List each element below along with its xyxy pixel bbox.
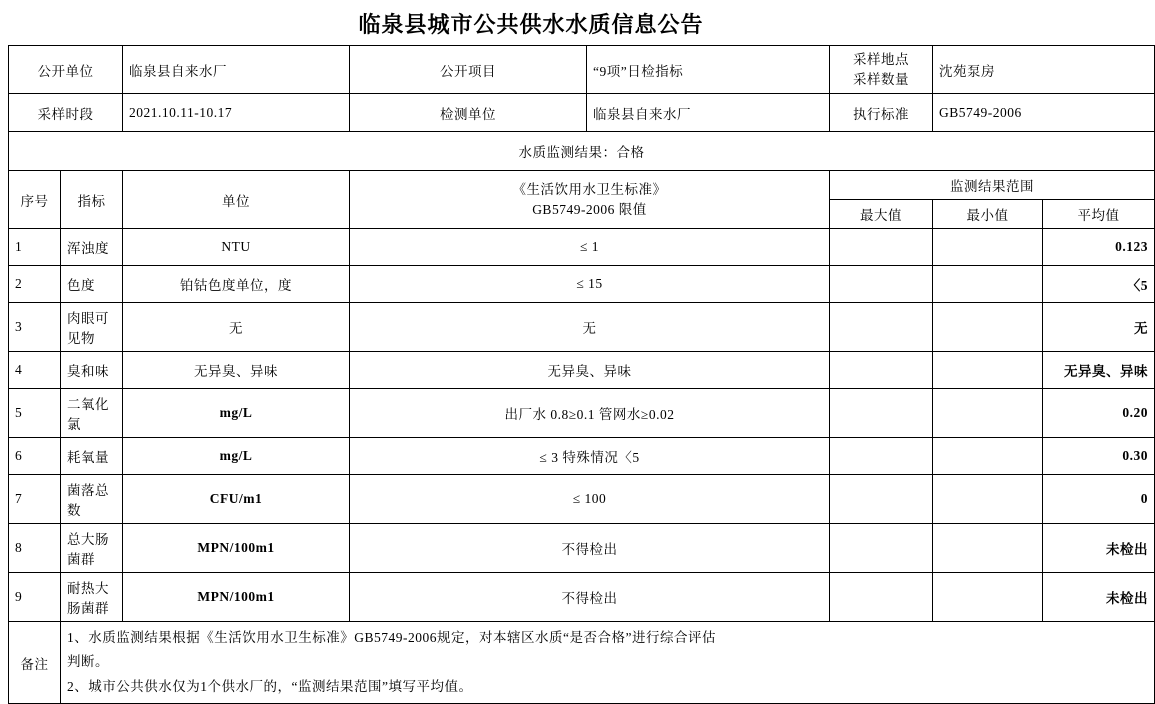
result-text: 水质监测结果：合格 [9,132,1155,171]
label-publish-unit: 公开单位 [9,46,123,94]
value-sample-location: 沈苑泵房 [933,46,1155,94]
cell-no: 4 [9,352,61,389]
value-sample-period: 2021.10.11-10.17 [123,94,350,132]
water-quality-table [8,45,1155,704]
remark-line-3: 2、城市公共供水仅为1个供水厂的，“监测结果范围”填写平均值。 [67,678,473,694]
header-unit: 单位 [123,171,350,229]
remark-content [61,622,1155,704]
cell-indicator: 浑浊度 [61,229,123,266]
table-row [9,266,1155,303]
cell-max [830,475,933,524]
cell-indicator: 肉眼可见物 [61,303,123,352]
header-standard-line2: GB5749-2006 限值 [532,201,647,217]
result-row [9,132,1155,171]
header-standard-line1: 《生活饮用水卫生标准》 [512,182,667,198]
cell-indicator: 耗氧量 [61,438,123,475]
cell-indicator: 臭和味 [61,352,123,389]
cell-avg: 0 [1043,475,1155,524]
header-indicator: 指标 [61,171,123,229]
cell-standard: ≤ 3 特殊情况〈5 [350,438,830,475]
cell-min [933,573,1043,622]
label-standard: 执行标准 [830,94,933,132]
remark-line-2: 判断。 [67,654,109,670]
header-no: 序号 [9,171,61,229]
cell-unit: mg/L [123,438,350,475]
info-row-1 [9,46,1155,94]
cell-no: 5 [9,389,61,438]
cell-min [933,229,1043,266]
header-min: 最小值 [933,200,1043,229]
table-row [9,229,1155,266]
cell-min [933,389,1043,438]
table-row [9,389,1155,438]
remark-label: 备注 [9,622,61,704]
cell-no: 1 [9,229,61,266]
label-publish-item: 公开项目 [350,46,587,94]
cell-indicator: 菌落总数 [61,475,123,524]
label-test-unit: 检测单位 [350,94,587,132]
cell-unit: CFU/m1 [123,475,350,524]
header-avg: 平均值 [1043,200,1155,229]
cell-min [933,352,1043,389]
value-publish-item: “9项”日检指标 [587,46,830,94]
header-range-group: 监测结果范围 [830,171,1155,200]
cell-standard: 出厂水 0.8≥0.1 管网水≥0.02 [350,389,830,438]
cell-avg: 无异臭、异味 [1043,352,1155,389]
remark-line-1: 1、水质监测结果根据《生活饮用水卫生标准》GB5749-2006规定，对本辖区水质“是否合格”进行综合评估 [67,630,716,646]
cell-standard: 不得检出 [350,573,830,622]
label-sample-location [830,46,933,94]
cell-unit: MPN/100m1 [123,524,350,573]
cell-no: 9 [9,573,61,622]
cell-avg: 0.30 [1043,438,1155,475]
cell-unit: MPN/100m1 [123,573,350,622]
cell-no: 7 [9,475,61,524]
cell-indicator: 耐热大肠菌群 [61,573,123,622]
cell-indicator: 总大肠菌群 [61,524,123,573]
cell-avg: 未检出 [1043,524,1155,573]
cell-avg: 0.123 [1043,229,1155,266]
cell-min [933,266,1043,303]
cell-min [933,303,1043,352]
label-sample-location-line1: 采样地点 [853,52,909,67]
cell-max [830,266,933,303]
cell-avg: 〈5 [1043,266,1155,303]
table-header-row-1 [9,171,1155,200]
cell-standard: ≤ 15 [350,266,830,303]
info-row-2 [9,94,1155,132]
cell-unit: NTU [123,229,350,266]
cell-standard: ≤ 1 [350,229,830,266]
label-sample-period: 采样时段 [9,94,123,132]
cell-unit: 铂钴色度单位，度 [123,266,350,303]
table-row [9,573,1155,622]
cell-standard: 无 [350,303,830,352]
cell-max [830,352,933,389]
cell-min [933,475,1043,524]
header-standard [350,171,830,229]
cell-standard: 不得检出 [350,524,830,573]
cell-avg: 0.20 [1043,389,1155,438]
value-standard: GB5749-2006 [933,94,1155,132]
cell-no: 6 [9,438,61,475]
cell-unit: 无异臭、异味 [123,352,350,389]
cell-max [830,389,933,438]
cell-standard: 无异臭、异味 [350,352,830,389]
cell-avg: 未检出 [1043,573,1155,622]
table-row [9,524,1155,573]
cell-min [933,524,1043,573]
cell-unit: 无 [123,303,350,352]
page-title: 临泉县城市公共供水水质信息公告 [358,12,704,37]
cell-no: 8 [9,524,61,573]
cell-avg: 无 [1043,303,1155,352]
cell-max [830,438,933,475]
table-row [9,352,1155,389]
cell-max [830,524,933,573]
cell-max [830,573,933,622]
cell-indicator: 色度 [61,266,123,303]
table-row [9,303,1155,352]
value-test-unit: 临泉县自来水厂 [587,94,830,132]
value-publish-unit: 临泉县自来水厂 [123,46,350,94]
remark-row [9,622,1155,704]
cell-max [830,229,933,266]
cell-unit: mg/L [123,389,350,438]
table-row [9,438,1155,475]
table-row [9,475,1155,524]
label-sample-location-line2: 采样数量 [853,71,909,87]
cell-no: 3 [9,303,61,352]
cell-standard: ≤ 100 [350,475,830,524]
cell-min [933,438,1043,475]
header-max: 最大值 [830,200,933,229]
cell-no: 2 [9,266,61,303]
cell-max [830,303,933,352]
cell-indicator: 二氧化氯 [61,389,123,438]
